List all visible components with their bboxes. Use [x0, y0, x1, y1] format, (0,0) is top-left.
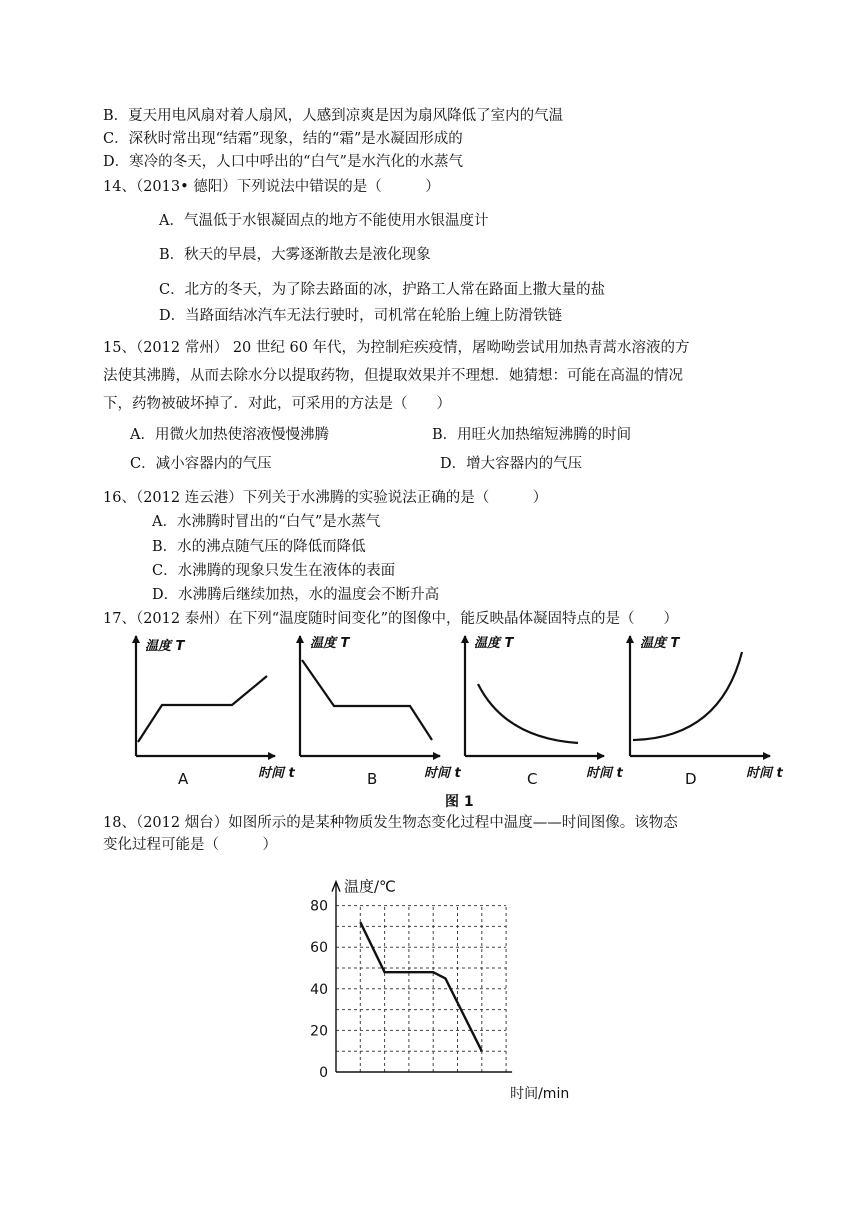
graph-d-x-label: 时间 t	[746, 766, 783, 781]
q14-stem: 14、（2013• 德阳）下列说法中错误的是（ ）	[103, 179, 440, 195]
y-tick-label: 20	[310, 1023, 328, 1040]
graph-b-y-label: 温度 T	[310, 636, 350, 651]
q13-option-c: C．深秋时常出现“结霜”现象，结的“霜”是水凝固形成的	[103, 131, 463, 147]
q15-stem-line-3: 下，药物被破坏掉了．对此，可采用的方法是（ ）	[103, 396, 451, 412]
q15-option-c: C．减小容器内的气压	[130, 456, 272, 472]
graph-b-x-label: 时间 t	[424, 766, 461, 781]
q15-stem-line-2: 法使其沸腾，从而去除水分以提取药物，但提取效果并不理想．她猜想：可能在高温的情况	[103, 368, 683, 384]
q16-option-c: C．水沸腾的现象只发生在液体的表面	[152, 563, 396, 579]
q14-option-b: B．秋天的早晨，大雾逐渐散去是液化现象	[159, 247, 431, 263]
y-tick-label: 60	[310, 940, 328, 957]
graph-d-letter: D	[685, 770, 697, 788]
y-axis-label: 温度/℃	[344, 877, 396, 896]
q18-stem-line-2: 变化过程可能是（ ）	[103, 837, 277, 853]
y-tick-label: 0	[319, 1065, 328, 1081]
q16-option-b: B．水的沸点随气压的降低而降低	[152, 539, 366, 555]
q15-option-a: A．用微火加热使溶液慢慢沸腾	[130, 427, 329, 443]
q13-option-d: D．寒冷的冬天，人口中呼出的“白气”是水汽化的水蒸气	[103, 154, 463, 170]
q14-option-c: C．北方的冬天，为了除去路面的冰，护路工人常在路面上撒大量的盐	[159, 282, 606, 298]
q16-option-d: D．水沸腾后继续加热，水的温度会不断升高	[152, 587, 440, 603]
graph-a-curve	[138, 676, 267, 742]
q15-option-b: B．用旺火加热缩短沸腾的时间	[432, 427, 632, 443]
y-tick-label: 40	[310, 981, 328, 998]
figure-caption: 图 1	[445, 794, 474, 810]
q13-option-b: B．夏天用电风扇对着人扇风，人感到凉爽是因为扇风降低了室内的气温	[103, 108, 564, 124]
q18-stem-line-1: 18、（2012 烟台）如图所示的是某种物质发生物态变化过程中温度——时间图像。该物态	[103, 815, 678, 831]
x-axis-label: 时间/min	[510, 1086, 570, 1102]
graph-c-x-label: 时间 t	[586, 766, 623, 781]
temperature-curve	[360, 922, 482, 1051]
graph-a-x-label: 时间 t	[258, 766, 295, 781]
graph-b-letter: B	[367, 770, 378, 788]
graph-c-y-label: 温度 T	[474, 636, 514, 651]
graph-b-curve	[302, 660, 432, 740]
q16-option-a: A．水沸腾时冒出的“白气”是水蒸气	[152, 514, 381, 530]
q15-option-d: D．增大容器内的气压	[440, 456, 583, 472]
q16-stem: 16、（2012 连云港）下列关于水沸腾的实验说法正确的是（ ）	[103, 490, 548, 506]
q15-stem-line-1: 15、（2012 常州） 20 世纪 60 年代，为控制疟疾疫情，屠呦呦尝试用加热青蒿水溶液的方	[103, 340, 690, 356]
q17-stem: 17、（2012 泰州）在下列“温度随时间变化”的图像中，能反映晶体凝固特点的是（ ）	[103, 611, 679, 627]
graph-d-curve	[633, 652, 742, 740]
graph-c-letter: C	[527, 770, 538, 788]
q14-option-a: A．气温低于水银凝固点的地方不能使用水银温度计	[159, 213, 489, 229]
graph-d-y-label: 温度 T	[640, 636, 680, 651]
temperature-time-chart	[0, 870, 860, 1130]
graph-a-letter: A	[178, 770, 189, 788]
graph-c-curve	[478, 684, 578, 743]
q17-figure	[0, 626, 860, 826]
y-tick-label: 80	[310, 898, 328, 915]
graph-a-y-label: 温度 T	[145, 639, 185, 654]
q14-option-d: D．当路面结冰汽车无法行驶时，司机常在轮胎上缠上防滑铁链	[159, 308, 563, 324]
